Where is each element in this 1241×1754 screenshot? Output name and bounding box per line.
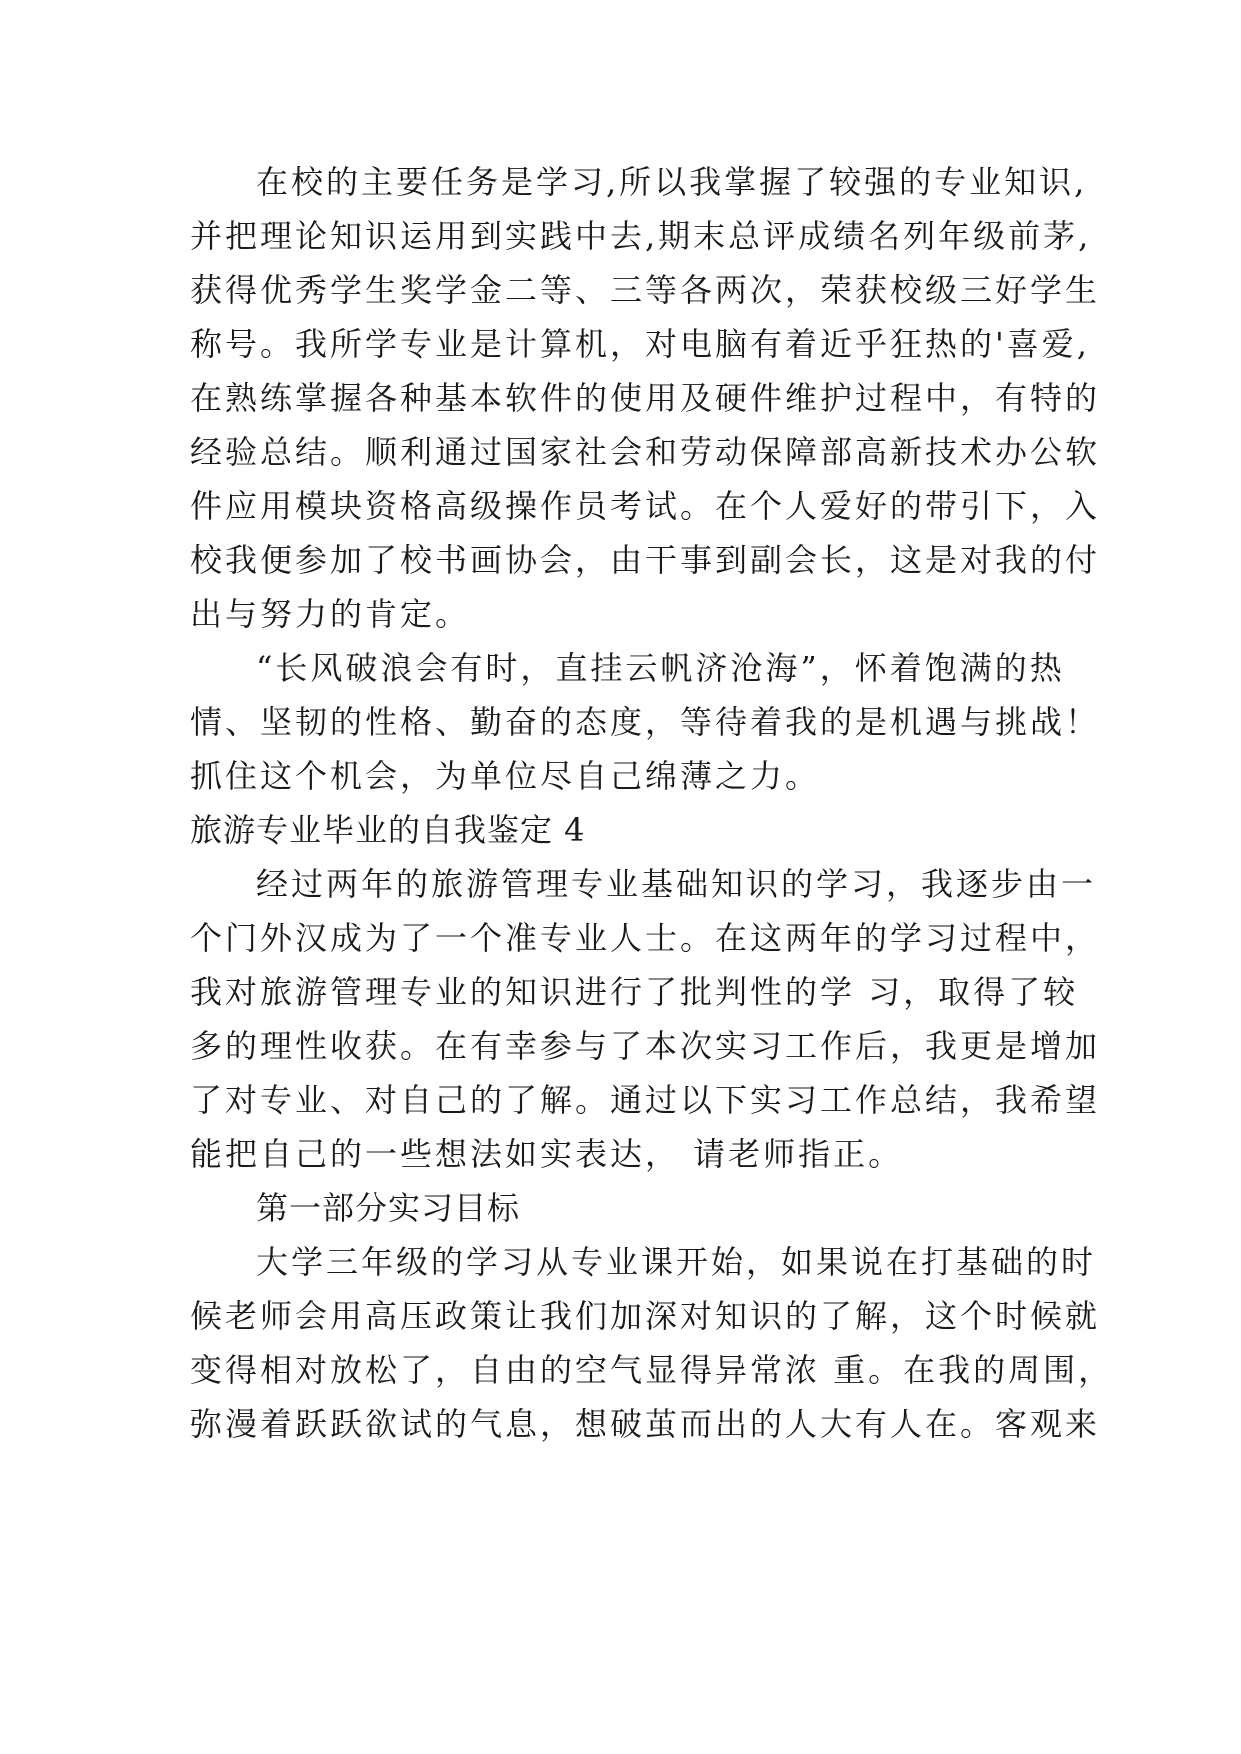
paragraph-line: 我对旅游管理专业的知识进行了批判性的学 习，取得了较 xyxy=(190,973,1079,1011)
paragraph-line: 抓住这个机会，为单位尽自己绵薄之力。 xyxy=(190,757,821,795)
subsection-heading: 第一部分实习目标 xyxy=(256,1189,521,1227)
paragraph-line: 经验总结。顺利通过国家社会和劳动保障部高新技术办公软 xyxy=(190,433,1101,471)
paragraph-line: 称号。我所学专业是计算机，对电脑有着近乎狂热的'喜爱, xyxy=(190,325,1090,363)
paragraph-line: 能把自己的一些想法如实表达， 请老师指正。 xyxy=(190,1135,904,1173)
paragraph-line: 了对专业、对自己的了解。通过以下实习工作总结，我希望 xyxy=(190,1081,1101,1119)
paragraph-line: 件应用模块资格高级操作员考试。在个人爱好的带引下，入 xyxy=(190,487,1101,525)
section-heading: 旅游专业毕业的自我鉴定 4 xyxy=(190,811,586,849)
paragraph-line: 个门外汉成为了一个准专业人士。在这两年的学习过程中， xyxy=(190,919,1101,957)
paragraph-line: 出与努力的肯定。 xyxy=(190,595,471,633)
paragraph-line: 多的理性收获。在有幸参与了本次实习工作后，我更是增加 xyxy=(190,1027,1101,1065)
paragraph-line: 经过两年的旅游管理专业基础知识的学习，我逐步由一 xyxy=(256,865,1097,903)
paragraph-line: 获得优秀学生奖学金二等、三等各两次，荣获校级三好学生 xyxy=(190,271,1101,309)
paragraph-line: 大学三年级的学习从专业课开始，如果说在打基础的时 xyxy=(256,1243,1097,1281)
paragraph-line: 情、坚韧的性格、勤奋的态度，等待着我的是机遇与挑战！ xyxy=(190,703,1101,741)
paragraph-line: 候老师会用高压政策让我们加深对知识的了解，这个时候就 xyxy=(190,1297,1101,1335)
paragraph-line: 变得相对放松了，自由的空气显得异常浓 重。在我的周围， xyxy=(190,1351,1114,1389)
paragraph-line: 校我便参加了校书画协会，由干事到副会长，这是对我的付 xyxy=(190,541,1101,579)
paragraph-line: “长风破浪会有时，直挂云帆济沧海”，怀着饱满的热 xyxy=(256,649,1065,687)
paragraph-line: 弥漫着跃跃欲试的气息，想破茧而出的人大有人在。客观来 xyxy=(190,1405,1101,1443)
paragraph-line: 在校的主要任务是学习,所以我掌握了较强的专业知识, xyxy=(256,163,1088,201)
paragraph-line: 并把理论知识运用到实践中去,期末总评成绩名列年级前茅, xyxy=(190,217,1092,255)
paragraph-line: 在熟练掌握各种基本软件的使用及硬件维护过程中，有特的 xyxy=(190,379,1101,417)
